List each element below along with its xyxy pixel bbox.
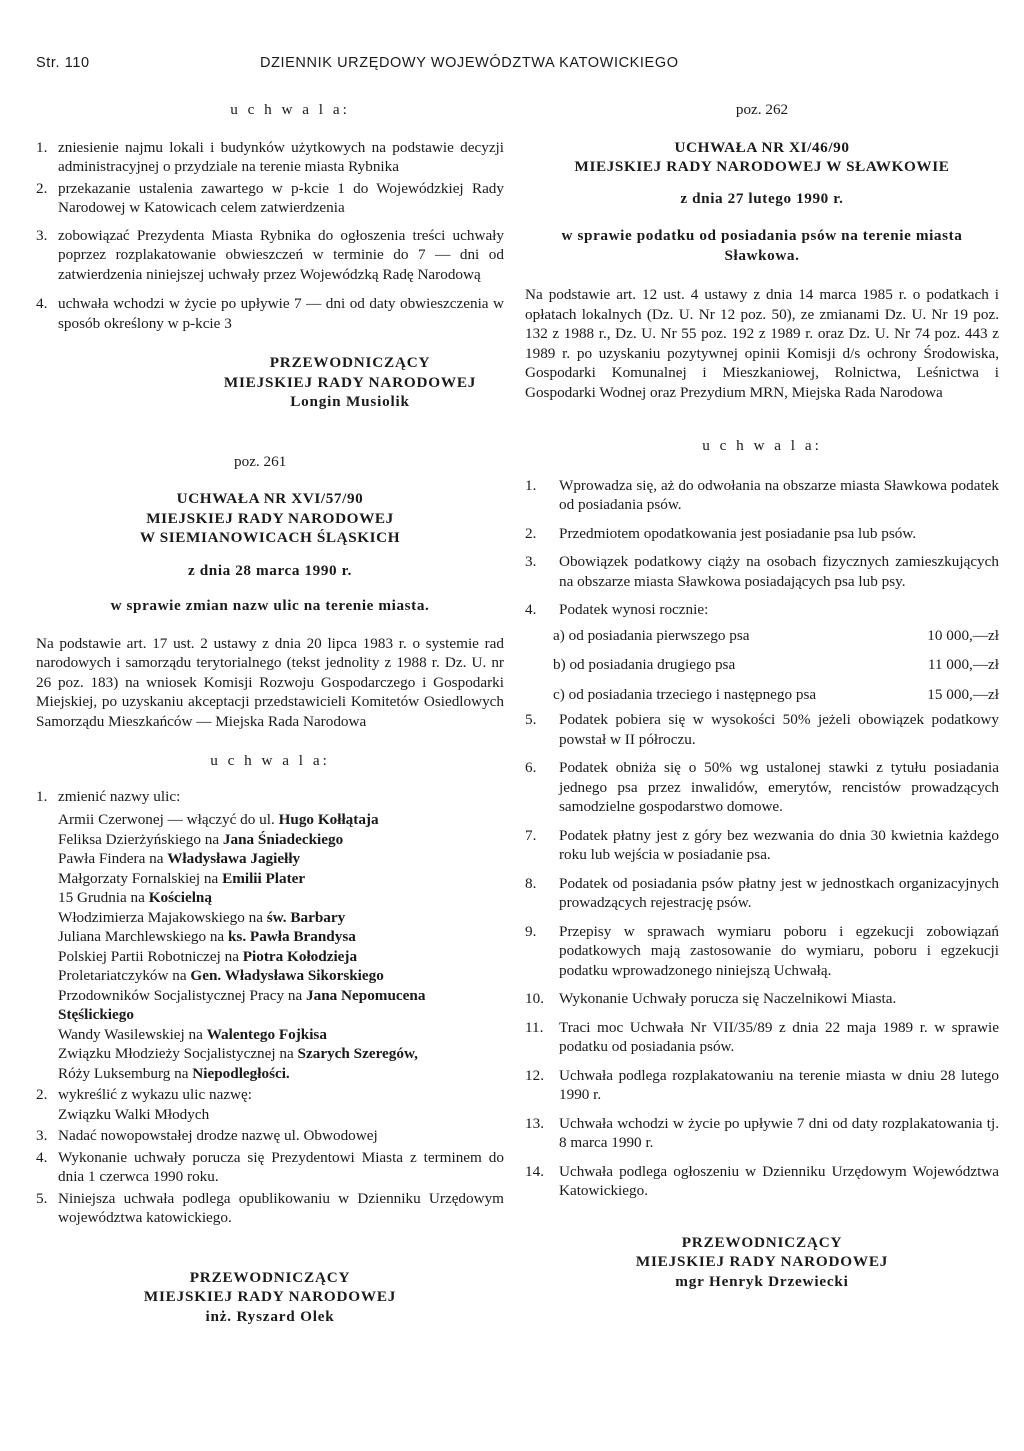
item-number: 4. <box>525 601 537 618</box>
tax-items <box>525 476 999 1201</box>
street-rename <box>58 927 504 947</box>
new-street-name: Walentego Fojkisa <box>206 1025 327 1043</box>
list-item <box>36 294 504 333</box>
list-item <box>525 1066 999 1105</box>
item-text: Wykonanie Uchwały porucza się Naczelnikowi Miasta. <box>559 990 897 1007</box>
new-street-name: Gen. Władysława Sikorskiego <box>190 967 384 984</box>
list-item <box>525 922 999 981</box>
list-item <box>525 710 999 749</box>
item-text: wykreślić z wykazu ulic nazwę: <box>58 1086 252 1103</box>
item-number: 2. <box>36 1086 48 1103</box>
list-item <box>36 179 504 218</box>
item-text: Podatek płatny jest z góry bez wezwania do dnia 30 kwietnia każdego roku lub wejścia w posiadanie psa. <box>559 826 999 863</box>
list-item <box>525 600 999 620</box>
street-rename <box>58 888 504 908</box>
item-number: 1. <box>525 476 537 494</box>
resolution-number: UCHWAŁA NR XI/46/90 <box>674 138 850 156</box>
item-text: zobowiązać Prezydenta Miasta Rybnika do ogłoszenia treści uchwały poprzez rozplakatowanie obwieszczeń w terminie do 7 — dni od zatwierdzenia niniejszej uchwały przez Wojewódzką Radę Narodową <box>58 226 504 283</box>
list-item <box>525 476 999 515</box>
tax-rate-label: a) od posiadania pierwszego psa <box>553 626 750 644</box>
signature-block <box>525 1233 999 1292</box>
right-column <box>525 100 999 1291</box>
resolution-council: MIEJSKIEJ RADY NARODOWEJ <box>146 509 394 527</box>
resolution-subject: w sprawie podatku od posiadania psów na terenie miasta Sławkowa. <box>561 227 963 264</box>
resolution-header <box>525 138 999 266</box>
new-street-name: Kościelną <box>148 889 212 906</box>
item-number: 9. <box>525 922 537 940</box>
old-street-name: Pawła Findera na <box>58 850 168 867</box>
resolution-date: z dnia 27 lutego 1990 r. <box>680 189 844 207</box>
old-street-name: Związku Młodzieży Socjalistycznej na <box>58 1045 298 1062</box>
item-number: 7. <box>525 826 537 844</box>
list-item <box>525 1114 999 1153</box>
item-text: przekazanie ustalenia zawartego w p-kcie 1 do Wojewódzkiej Rady Narodowej w Katowicach celem zatwierdzenia <box>58 179 504 216</box>
item-text: Podatek od posiadania psów płatny jest w jednostkach organizacyjnych prowadzących rejestrację psów. <box>559 874 999 911</box>
signature-block <box>36 1268 504 1327</box>
signature-name: Longin Musiolik <box>290 393 410 410</box>
item-text: uchwała wchodzi w życie po upływie 7 — dni od daty obwieszczenia w sposób określony w p-kcie 3 <box>58 295 504 332</box>
signature-council: MIEJSKIEJ RADY NARODOWEJ <box>635 1253 889 1270</box>
new-street-name: Emilii Plater <box>222 869 306 887</box>
resolution-town: W SIEMIANOWICACH ŚLĄSKICH <box>139 529 401 546</box>
preamble: Na podstawie art. 12 ust. 4 ustawy z dnia 14 marca 1985 r. o podatkach i opłatach lokalnych (Dz. U. Nr 12 poz. 50), ze zmianami Dz. U. Nr 19 poz. 132 z 1988 r., Dz. U. Nr 55 poz. 192 z 1989 r. oraz Dz. U. Nr 74 poz. 443 z 1989 r. po uzyskaniu pozytywnej opinii Komisji d/s ochrony Środowiska, Gospodarki Komunalnej i Mieszkaniowej, Rolnictwa, Leśnictwa i Gospodarki Wodnej oraz Prezydium MRN, Miejska Rada Narodowa <box>525 286 999 401</box>
signature-title: PRZEWODNICZĄCY <box>189 1268 351 1286</box>
tax-rate-row <box>525 655 999 675</box>
old-street-name: Włodzimierza Majakowskiego na <box>58 908 267 926</box>
new-street-name: Władysława Jagiełły <box>167 850 301 867</box>
new-street-name: Jana Nepomucena Stęślickiego <box>58 986 426 1023</box>
item-number: 11. <box>525 1018 544 1036</box>
item-text: Podatek pobiera się w wysokości 50% jeżeli obowiązek podatkowy powstał w II półroczu. <box>559 711 999 748</box>
item-text: Przedmiotem opodatkowania jest posiadanie psa lub psów. <box>559 524 917 542</box>
new-street-name: Jana Śniadeckiego <box>222 830 344 848</box>
list-item <box>36 1085 504 1105</box>
item-number: 1. <box>36 138 48 156</box>
resolution-header <box>36 489 504 616</box>
item-text: Wykonanie uchwały porucza się Prezydentowi Miasta z terminem do dnia 1 czerwca 1990 roku. <box>58 1148 504 1185</box>
old-street-name: Róży Luksemburg na <box>58 1064 193 1082</box>
position-number: poz. 261 <box>234 452 287 470</box>
street-rename <box>58 966 504 986</box>
list-item <box>36 1189 504 1228</box>
tax-rate-value: 11 000,—zł <box>927 656 999 673</box>
old-street-name: Małgorzaty Fornalskiej na <box>58 869 223 887</box>
preamble: Na podstawie art. 17 ust. 2 ustawy z dnia 20 lipca 1983 r. o systemie rad narodowych i samorządu terytorialnego (tekst jednolity z 1988 r. Dz. U. nr 26 poz. 183) na wniosek Komisji Rozwoju Gospodarczego i Gospodarki Miejskiej, po uzyskaniu akceptacji przedstawicieli Komitetów Osiedlowych Samorządu Mieszkańców — Miejska Rada Narodowa <box>36 634 504 730</box>
list-item <box>36 138 504 177</box>
item-text: Traci moc Uchwała Nr VII/35/89 z dnia 22 maja 1989 r. w sprawie podatku od posiadania psów. <box>559 1018 999 1055</box>
list-item <box>36 1126 504 1146</box>
item-text: Podatek obniża się o 50% wg ustalonej stawki z tytułu posiadania jednego psa przez inwalidów, emerytów, rencistów prowadzących samodzielne gospodarstwo domowe. <box>559 759 999 815</box>
top-items <box>36 138 504 334</box>
tax-rate-value: 15 000,—zł <box>927 685 999 703</box>
street-rename <box>58 869 504 889</box>
item-text: Obowiązek podatkowy ciąży na osobach fizycznych zamieszkujących na obszarze miasta Sławkowa posiadających psa lub psy. <box>559 553 999 590</box>
tax-rate-row <box>525 685 999 705</box>
old-street-name: Proletariatczyków na <box>58 967 191 984</box>
signature-block <box>36 353 504 412</box>
street-rename <box>58 986 504 1025</box>
removed-street: Związku Walki Młodych <box>58 1105 210 1123</box>
street-rename <box>58 1044 504 1064</box>
new-street-name: św. Barbary <box>266 908 346 926</box>
journal-title: DZIENNIK URZĘDOWY WOJEWÓDZTWA KATOWICKIEGO <box>260 55 679 71</box>
item-number: 13. <box>525 1114 544 1132</box>
street-list <box>36 810 504 1083</box>
item-number: 12. <box>525 1066 544 1084</box>
tax-rate-value: 10 000,—zł <box>927 626 999 644</box>
tax-rate-label: c) od posiadania trzeciego i następnego psa <box>553 685 817 703</box>
item-number: 5. <box>525 711 537 728</box>
signature-name: inż. Ryszard Olek <box>205 1307 335 1325</box>
list-item <box>525 758 999 817</box>
list-item <box>36 226 504 285</box>
item-number: 2. <box>36 179 48 197</box>
old-street-name: Armii Czerwonej — włączyć do ul. <box>58 811 279 828</box>
street-rename <box>58 849 504 869</box>
page-number: Str. 110 <box>36 55 90 71</box>
old-street-name: Juliana Marchlewskiego na <box>58 928 228 945</box>
old-street-name: Feliksa Dzierżyńskiego na <box>58 830 223 848</box>
list-item <box>36 787 504 807</box>
item-text: Uchwała wchodzi w życie po upływie 7 dni od daty rozplakatowania tj. 8 marca 1990 r. <box>559 1114 999 1151</box>
signature-council: MIEJSKIEJ RADY NARODOWEJ <box>223 373 477 391</box>
uchwala-heading: u c h w a l a: <box>210 752 330 769</box>
item-number: 10. <box>525 990 544 1007</box>
item-number: 2. <box>525 524 537 542</box>
position-number: poz. 262 <box>735 101 789 118</box>
item-number: 3. <box>36 226 48 244</box>
item-number: 4. <box>36 295 48 312</box>
signature-title: PRZEWODNICZĄCY <box>681 1233 843 1251</box>
signature-council: MIEJSKIEJ RADY NARODOWEJ <box>143 1288 397 1305</box>
list-item <box>525 826 999 865</box>
item-number: 3. <box>525 553 537 570</box>
list-item <box>36 1148 504 1187</box>
list-item <box>525 524 999 544</box>
new-street-name: Szarych Szeregów, <box>297 1045 418 1062</box>
new-street-name: Piotra Kołodzieja <box>242 947 358 965</box>
resolution-number: UCHWAŁA NR XVI/57/90 <box>176 490 364 507</box>
item-text: Uchwała podlega ogłoszeniu w Dzienniku Urzędowym Województwa Katowickiego. <box>559 1162 999 1199</box>
item-number: 1. <box>36 787 48 805</box>
list-item <box>525 1018 999 1057</box>
new-street-name: Hugo Kołłątaja <box>278 811 379 828</box>
uchwala-heading: u c h w a l a: <box>702 437 822 454</box>
item-number: 14. <box>525 1162 544 1180</box>
old-street-name: 15 Grudnia na <box>58 889 149 906</box>
street-rename <box>58 830 504 850</box>
item-text: Podatek wynosi rocznie: <box>559 601 709 618</box>
item-text: Przepisy w sprawach wymiaru poboru i egzekucji zobowiązań podatkowych mają zastosowanie do wymiaru, poboru i egzekucji podatku wprowadzonego niniejszą Uchwałą. <box>559 922 999 979</box>
item-text: zmienić nazwy ulic: <box>58 787 181 805</box>
left-column <box>36 100 504 1326</box>
item-number: 8. <box>525 874 537 892</box>
item-number: 3. <box>36 1127 48 1144</box>
list-item <box>525 1162 999 1201</box>
new-street-name: Niepodległości. <box>192 1064 290 1082</box>
new-street-name: ks. Pawła Brandysa <box>227 928 356 945</box>
item-number: 4. <box>36 1148 48 1166</box>
item-number: 5. <box>36 1189 48 1207</box>
uchwala-heading: u c h w a l a: <box>230 101 350 118</box>
resolution-council: MIEJSKIEJ RADY NARODOWEJ W SŁAWKOWIE <box>574 158 950 175</box>
old-street-name: Przodowników Socjalistycznej Pracy na <box>58 986 307 1004</box>
list-item <box>525 874 999 913</box>
item-text: Nadać nowopowstałej drodze nazwę ul. Obwodowej <box>58 1127 378 1144</box>
resolution-subject: w sprawie zmian nazw ulic na terenie miasta. <box>110 597 430 614</box>
item-text: Uchwała podlega rozplakatowaniu na terenie miasta w dniu 28 lutego 1990 r. <box>559 1066 999 1103</box>
signature-name: mgr Henryk Drzewiecki <box>675 1272 849 1290</box>
list-item <box>525 552 999 591</box>
old-street-name: Wandy Wasilewskiej na <box>58 1025 207 1043</box>
old-street-name: Polskiej Partii Robotniczej na <box>58 947 243 965</box>
street-rename <box>58 1064 504 1084</box>
item-number: 6. <box>525 759 537 776</box>
tax-rate-row <box>525 626 999 646</box>
street-rename <box>58 1025 504 1045</box>
signature-title: PRZEWODNICZĄCY <box>269 354 431 371</box>
item-text: zniesienie najmu lokali i budynków użytkowych na podstawie decyzji administracyjnej o przydziale na terenie miasta Rybnika <box>58 138 504 175</box>
tax-rate-label: b) od posiadania drugiego psa <box>553 656 736 673</box>
item-text: Wprowadza się, aż do odwołania na obszarze miasta Sławkowa podatek od posiadania psów. <box>559 476 999 513</box>
resolution-date: z dnia 28 marca 1990 r. <box>188 561 352 579</box>
street-rename <box>58 908 504 928</box>
street-rename <box>58 810 504 830</box>
list-item <box>525 989 999 1009</box>
street-rename <box>58 947 504 967</box>
item-text: Niniejsza uchwała podlega opublikowaniu w Dzienniku Urzędowym województwa katowickiego. <box>58 1189 504 1226</box>
